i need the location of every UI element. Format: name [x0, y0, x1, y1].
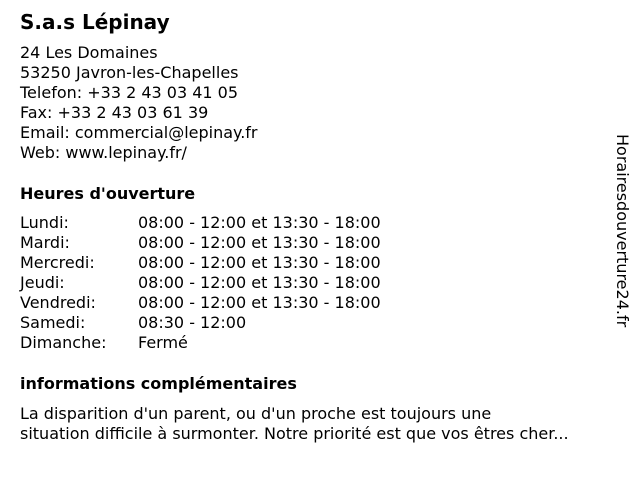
- additional-info-heading: informations complémentaires: [20, 374, 297, 393]
- hours-day: Jeudi:: [20, 273, 65, 292]
- hours-day: Mercredi:: [20, 253, 95, 272]
- hours-time: 08:00 - 12:00 et 13:30 - 18:00: [138, 253, 381, 272]
- fax-line: Fax: +33 2 43 03 61 39: [20, 103, 209, 122]
- hours-day: Mardi:: [20, 233, 70, 252]
- opening-hours-heading: Heures d'ouverture: [20, 184, 196, 203]
- info-text-line: La disparition d'un parent, ou d'un proche est toujours une: [20, 404, 492, 423]
- hours-time: Fermé: [138, 333, 188, 352]
- hours-time: 08:00 - 12:00 et 13:30 - 18:00: [138, 213, 381, 232]
- site-brand-vertical: Horairesdouverture24.fr: [613, 134, 632, 328]
- contact-details: [20, 43, 258, 163]
- email-line: Email: commercial@lepinay.fr: [20, 123, 258, 142]
- hours-day: Lundi:: [20, 213, 69, 232]
- business-name: S.a.s Lépinay: [20, 10, 170, 34]
- address-city: 53250 Javron-les-Chapelles: [20, 63, 239, 82]
- info-text-line: situation difficile à surmonter. Notre priorité est que vos êtres cher...: [20, 424, 569, 443]
- hours-time: 08:00 - 12:00 et 13:30 - 18:00: [138, 233, 381, 252]
- hours-day: Dimanche:: [20, 333, 107, 352]
- address-street: 24 Les Domaines: [20, 43, 158, 62]
- hours-time: 08:00 - 12:00 et 13:30 - 18:00: [138, 273, 381, 292]
- hours-day: Vendredi:: [20, 293, 96, 312]
- phone-line: Telefon: +33 2 43 03 41 05: [20, 83, 239, 102]
- hours-time: 08:00 - 12:00 et 13:30 - 18:00: [138, 293, 381, 312]
- web-line: Web: www.lepinay.fr/: [20, 143, 187, 162]
- business-card: [20, 0, 620, 480]
- additional-info-text: [20, 404, 620, 444]
- hours-time: 08:30 - 12:00: [138, 313, 247, 332]
- hours-day: Samedi:: [20, 313, 86, 332]
